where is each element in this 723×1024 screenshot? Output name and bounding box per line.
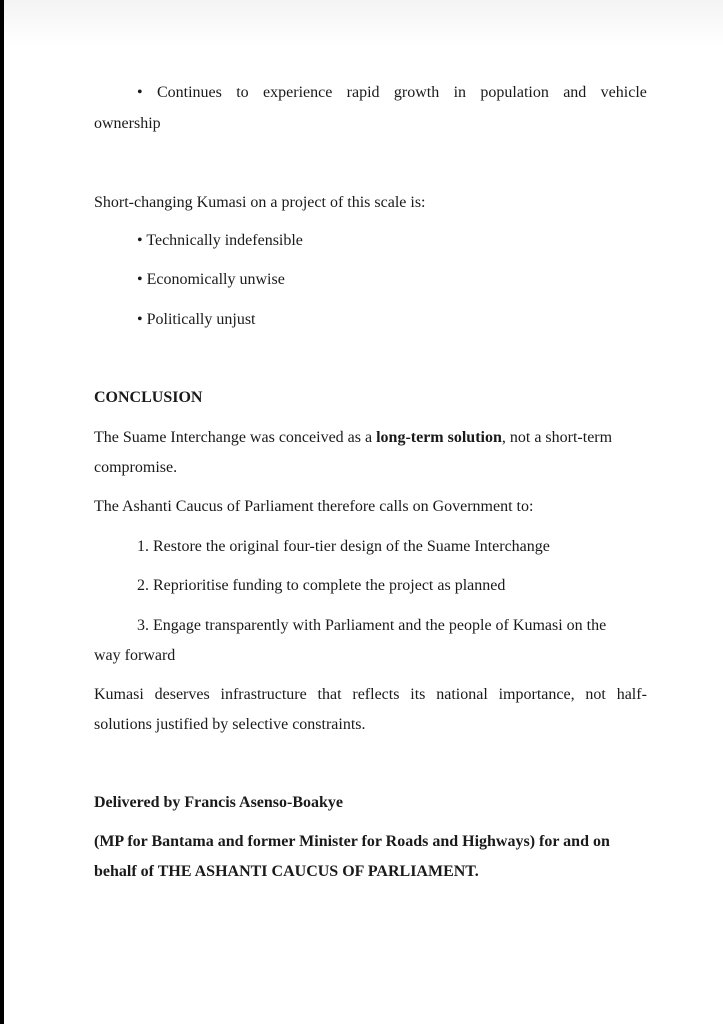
para1-text: The Suame Interchange was conceived as a [94, 429, 377, 446]
word: not [585, 686, 606, 703]
para1-text-after: , not a short-term [501, 429, 613, 446]
short-changing-lead: Short-changing Kumasi on a project of this scale is: [94, 194, 426, 211]
word: to [236, 84, 249, 101]
closing-continuation: solutions justified by selective constraints. [94, 716, 366, 733]
recommendation-1: 1. Restore the original four-tier design of the Suame Interchange [137, 538, 550, 555]
word: importance, [498, 686, 575, 703]
word: in [453, 84, 467, 101]
recommendation-2: 2. Reprioritise funding to complete the project as planned [137, 577, 506, 594]
para1-bold-text: long-term solution [376, 429, 502, 446]
bullet-economically: • Economically unwise [137, 271, 285, 288]
bullet-technically: • Technically indefensible [137, 232, 303, 249]
word: its [410, 686, 426, 703]
word: and [563, 84, 587, 101]
conclusion-para2: The Ashanti Caucus of Parliament therefore calls on Government to: [94, 498, 534, 515]
word: Continues [156, 84, 222, 101]
bullet-glyph: • [137, 84, 143, 101]
bullet-politically: • Politically unjust [137, 311, 256, 328]
signature-role-line2: behalf of THE ASHANTI CAUCUS OF PARLIAMENT. [94, 863, 479, 880]
word: infrastructure [220, 686, 307, 703]
conclusion-heading: CONCLUSION [94, 389, 203, 406]
delivered-by: Delivered by Francis Asenso-Boakye [94, 794, 344, 811]
word: population [480, 84, 549, 101]
recommendation-3-continuation: way forward [94, 647, 176, 664]
word: national [436, 686, 488, 703]
intro-bullet-line [137, 83, 647, 103]
conclusion-para1-continuation: compromise. [94, 459, 178, 476]
word: growth [393, 84, 440, 101]
word: experience [263, 84, 333, 101]
signature-role-line1: (MP for Bantama and former Minister for Roads and Highways) for and on [94, 833, 610, 850]
conclusion-para1 [94, 428, 612, 448]
word: rapid [346, 84, 380, 101]
word: vehicle [600, 84, 647, 101]
word: deserves [154, 686, 210, 703]
word: Kumasi [94, 686, 144, 703]
word: half- [616, 686, 647, 703]
recommendation-3: 3. Engage transparently with Parliament and the people of Kumasi on the [137, 617, 607, 634]
intro-bullet-continuation: ownership [94, 115, 161, 132]
word: that [317, 686, 342, 703]
closing-line [94, 685, 647, 705]
word: reflects [352, 686, 400, 703]
